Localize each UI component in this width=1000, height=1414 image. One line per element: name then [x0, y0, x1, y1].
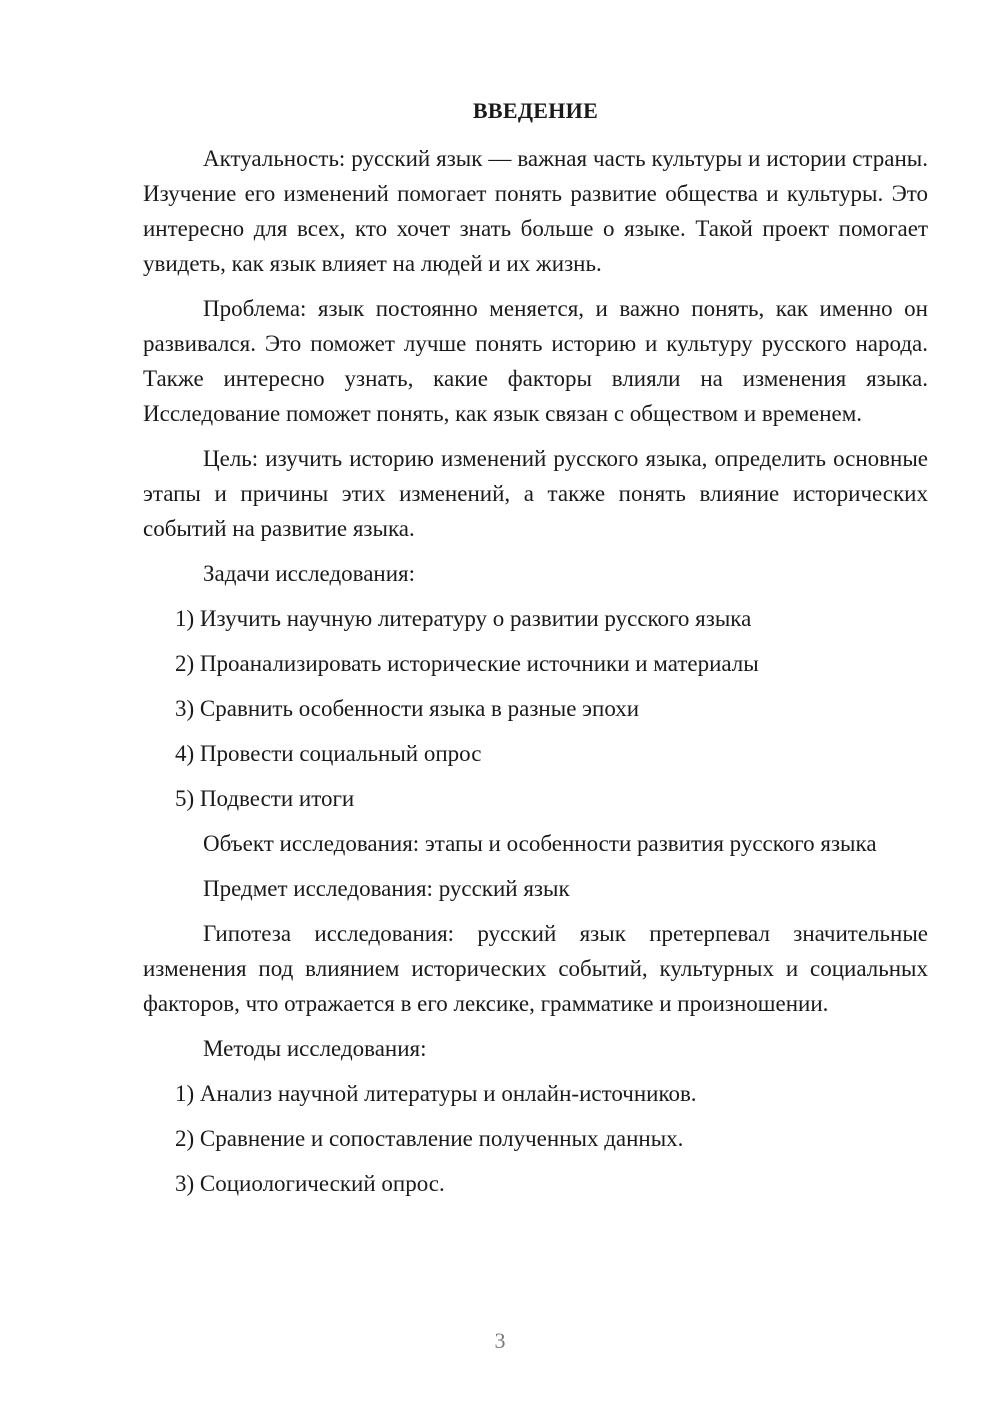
paragraph-subject: Предмет исследования: русский язык: [203, 876, 570, 901]
section-title: ВВЕДЕНИЕ: [472, 98, 599, 123]
list-item: 3) Сравнить особенности языка в разные эпохи: [175, 696, 640, 721]
list-item: 2) Проанализировать исторические источники и материалы: [175, 651, 759, 676]
paragraph-goal: Цель: изучить историю изменений русского языка, определить основные этапы и причины этих изменений, а также понять влияние исторических событий на развитие языка.: [143, 446, 928, 541]
list-item: 4) Провести социальный опрос: [175, 741, 482, 766]
paragraph-object: Объект исследования: этапы и особенности развития русского языка: [203, 831, 877, 856]
page-content: [143, 95, 928, 1211]
paragraph-problem: Проблема: язык постоянно меняется, и важно понять, как именно он развивался. Это поможет лучше понять историю и культуру русского народа. Также интересно узнать, какие факторы влияли на изменения языка. Исследование поможет понять, как язык связан с обществом и временем.: [143, 296, 928, 426]
list-item: 2) Сравнение и сопоставление полученных данных.: [175, 1126, 684, 1151]
tasks-heading: Задачи исследования:: [203, 561, 416, 586]
paragraph-hypothesis: Гипотеза исследования: русский язык претерпевал значительные изменения под влиянием исторических событий, культурных и социальных факторов, что отражается в его лексике, грамматике и произношении.: [143, 921, 928, 1016]
list-item: 1) Изучить научную литературу о развитии русского языка: [175, 606, 752, 631]
page-number: 3: [494, 1328, 506, 1353]
list-item: 1) Анализ научной литературы и онлайн-источников.: [175, 1081, 697, 1106]
list-item: 3) Социологический опрос.: [175, 1171, 445, 1196]
paragraph-relevance: Актуальность: русский язык — важная часть культуры и истории страны. Изучение его изменений помогает понять развитие общества и культуры. Это интересно для всех, кто хочет знать больше о языке. Такой проект помогает увидеть, как язык влияет на людей и их жизнь.: [143, 146, 928, 276]
list-item: 5) Подвести итоги: [175, 786, 355, 811]
methods-heading: Методы исследования:: [203, 1036, 427, 1061]
